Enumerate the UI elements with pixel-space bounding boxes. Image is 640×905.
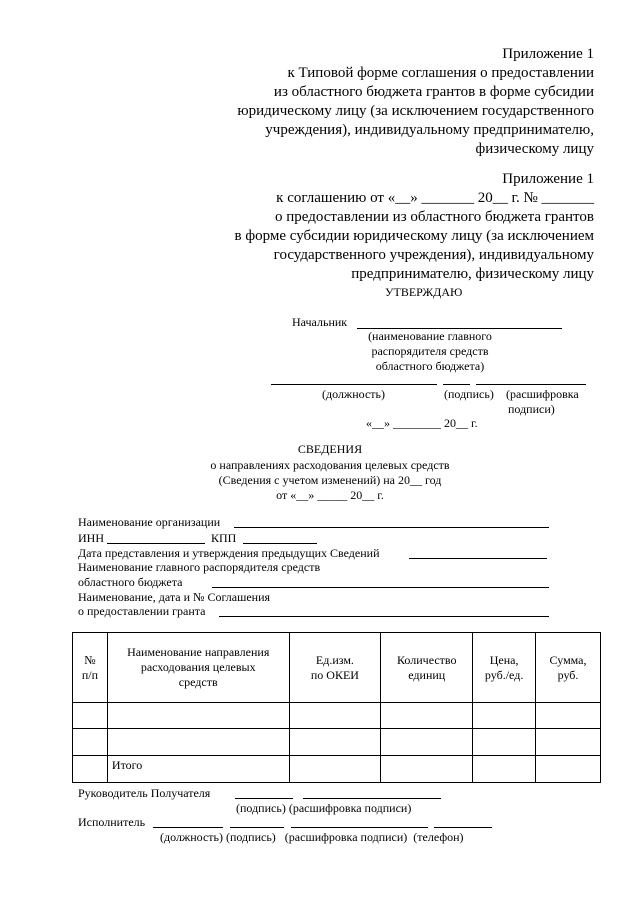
agreement-field[interactable] bbox=[219, 616, 549, 617]
agreement-appendix-line: государственного учреждения), индивидуальному bbox=[273, 247, 594, 263]
agreement-label: Наименование, дата и № Соглашения bbox=[78, 590, 271, 604]
approve-heading: УТВЕРЖДАЮ bbox=[385, 285, 463, 299]
chief-caption: областного бюджета) bbox=[375, 359, 485, 373]
agreement-appendix-line: предпринимателю, физическому лицу bbox=[351, 266, 594, 282]
agreement-appendix-line: к соглашению от «__» _______ 20__ г. № _______ bbox=[276, 190, 594, 206]
head-caption: (подпись) (расшифровка подписи) bbox=[236, 801, 412, 815]
chief-caption: распорядителя средств bbox=[371, 344, 489, 358]
approve-date: «__» ________ 20__ г. bbox=[366, 416, 478, 430]
inn-field[interactable] bbox=[107, 543, 205, 544]
document-subtitle: о направлениях расходования целевых средств bbox=[210, 458, 450, 472]
header-direction: Наименование направления расходования целевых средств bbox=[107, 633, 289, 703]
agreement-appendix-line: в форме субсидии юридическому лицу (за исключением bbox=[234, 228, 594, 244]
header-price: Цена, руб./ед. bbox=[473, 633, 536, 703]
table-header-row bbox=[73, 633, 601, 703]
main-manager-field[interactable] bbox=[212, 587, 549, 588]
chief-label: Начальник bbox=[292, 315, 348, 329]
org-label: Наименование организации bbox=[78, 515, 221, 529]
document-title: СВЕДЕНИЯ bbox=[297, 442, 363, 456]
position-line bbox=[271, 384, 437, 385]
appendix-line: физическому лицу bbox=[475, 141, 594, 157]
header-quantity: Количество единиц bbox=[381, 633, 473, 703]
table-row bbox=[73, 703, 601, 729]
table-row bbox=[73, 729, 601, 756]
appendix-line: учреждения), индивидуальному предпринимателю, bbox=[265, 122, 594, 138]
header-number: № п/п bbox=[73, 633, 108, 703]
total-label: Итого bbox=[107, 756, 289, 783]
appendix-line: из областного бюджета грантов в форме субсидии bbox=[273, 84, 594, 100]
executor-caption: (должность) (подпись) (расшифровка подписи) (телефон) bbox=[160, 830, 464, 844]
kpp-label: КПП bbox=[211, 531, 237, 545]
executor-signature-line[interactable] bbox=[230, 827, 284, 828]
header-unit: Ед.изм. по ОКЕИ bbox=[289, 633, 381, 703]
decode-caption: подписи) bbox=[508, 402, 555, 416]
expenses-table bbox=[72, 632, 601, 783]
kpp-field[interactable] bbox=[243, 543, 317, 544]
main-manager-label: областного бюджета bbox=[78, 575, 183, 589]
main-manager-label: Наименование главного распорядителя средств bbox=[78, 560, 321, 574]
head-label: Руководитель Получателя bbox=[78, 786, 211, 800]
agreement-appendix-line: о предоставлении из областного бюджета грантов bbox=[275, 209, 594, 225]
chief-caption: (наименование главного bbox=[368, 329, 492, 343]
decode-caption: (расшифровка bbox=[506, 387, 579, 401]
date-prev-label: Дата представления и утверждения предыдущих Сведений bbox=[78, 546, 380, 560]
signature-line bbox=[443, 384, 470, 385]
document-subtitle: от «__» _____ 20__ г. bbox=[276, 488, 384, 502]
agreement-appendix-title: Приложение 1 bbox=[502, 171, 594, 187]
appendix-title: Приложение 1 bbox=[502, 46, 594, 62]
agreement-label: о предоставлении гранта bbox=[78, 604, 206, 618]
date-prev-field[interactable] bbox=[409, 558, 547, 559]
executor-decode-line[interactable] bbox=[291, 827, 428, 828]
document-subtitle: (Сведения с учетом изменений) на 20__ год bbox=[218, 473, 442, 487]
org-field[interactable] bbox=[234, 527, 549, 528]
inn-label: ИНН bbox=[78, 531, 104, 545]
table-total-row bbox=[73, 756, 601, 783]
executor-label: Исполнитель bbox=[78, 815, 146, 829]
decode-line bbox=[476, 384, 586, 385]
executor-position-line[interactable] bbox=[153, 827, 223, 828]
appendix-line: юридическому лицу (за исключением государственного bbox=[237, 103, 594, 119]
head-signature-line[interactable] bbox=[235, 798, 293, 799]
position-caption: (должность) bbox=[322, 387, 385, 401]
executor-phone-line[interactable] bbox=[434, 827, 492, 828]
appendix-line: к Типовой форме соглашения о предоставлении bbox=[287, 65, 594, 81]
head-decode-line[interactable] bbox=[303, 798, 441, 799]
signature-caption: (подпись) bbox=[444, 387, 494, 401]
header-sum: Сумма, руб. bbox=[536, 633, 601, 703]
